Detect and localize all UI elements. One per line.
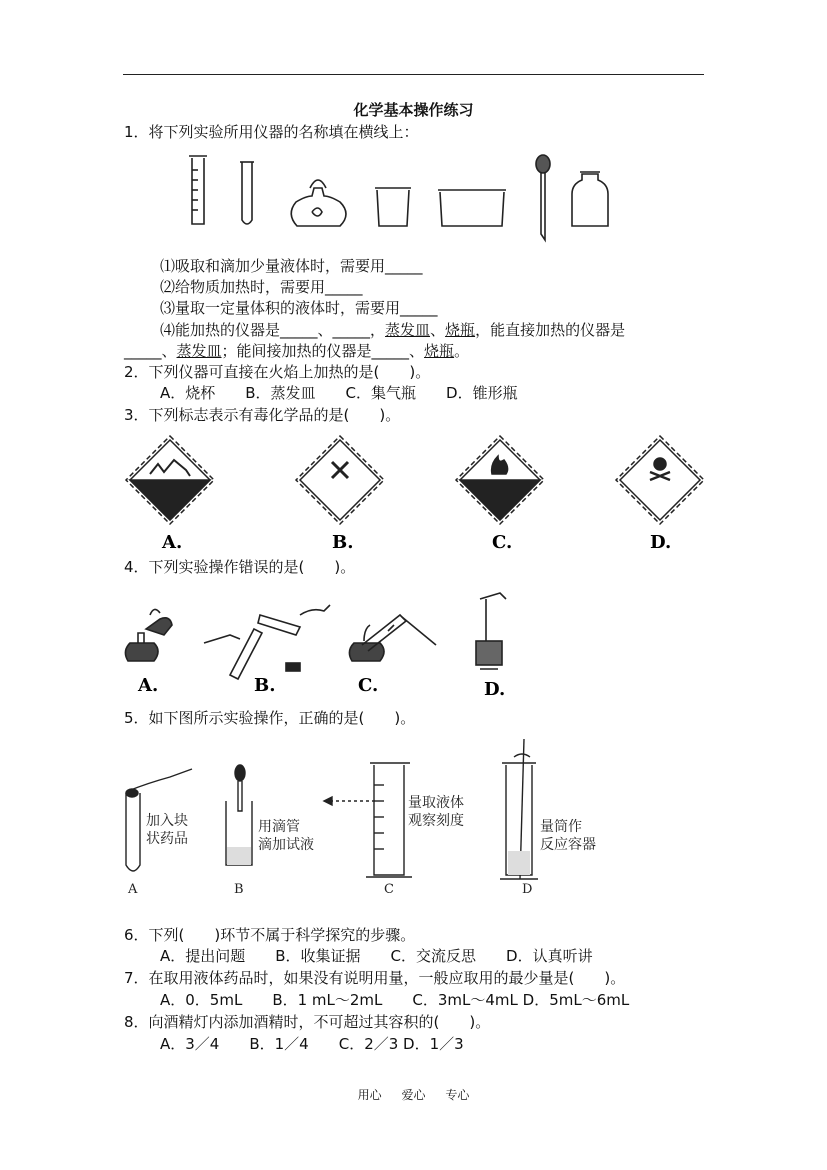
q1-item-a: ⑴吸取和滴加少量液体时，需要用_____ [160, 257, 423, 275]
q2-options: A．烧杯 B．蒸发皿 C．集气瓶 D．锥形瓶 [160, 384, 518, 402]
flammable-sign-icon [456, 436, 544, 524]
q1-item-c: ⑶量取一定量体积的液体时，需要用_____ [160, 299, 438, 317]
footer-item: 用心 [357, 1088, 382, 1102]
q5-caption-d2: 反应容器 [540, 837, 596, 853]
q4-label-b: B. [254, 675, 276, 696]
q1-item-e-u1: 蒸发皿 [176, 342, 222, 360]
q3-label-c: C. [492, 532, 513, 553]
graduated-cylinder-icon [189, 156, 207, 224]
q1-item-d-u2: 烧瓶 [445, 321, 476, 339]
alcohol-lamp-icon [291, 180, 346, 226]
q1-stem: 1．将下列实验所用仪器的名称填在横线上： [124, 123, 419, 141]
q1-item-d-post: ，能直接加热的仪器是 [475, 321, 626, 339]
q5-operations-figure [120, 735, 610, 900]
page-footer [0, 1086, 827, 1103]
q1-item-e-pre: _____、 [124, 342, 177, 360]
q6-options: A．提出问题 B．收集证据 C．交流反思 D．认真听讲 [160, 947, 593, 965]
water-trough-icon [438, 190, 506, 226]
beaker-icon [375, 188, 411, 226]
q5-caption-b1: 用滴管 [258, 819, 300, 835]
q1-item-b: ⑵给物质加热时，需要用_____ [160, 278, 363, 296]
q1-item-e-mid: ；能间接加热的仪器是_____、 [221, 342, 425, 360]
harmful-x-sign-icon [296, 436, 384, 524]
pouring-liquid-icon [204, 605, 330, 679]
q5-label-a: A [128, 882, 138, 897]
test-tube-icon [240, 162, 254, 224]
q1-instruments-figure [180, 150, 620, 245]
q2-stem: 2．下列仪器可直接在火焰上加热的是( )。 [124, 363, 431, 381]
q4-label-c: C. [358, 675, 379, 696]
q5-caption-c2: 观察刻度 [408, 813, 464, 829]
q5-label-d: D [522, 882, 533, 897]
q5-caption-c1: 量取液体 [408, 795, 464, 811]
q1-item-e-u2: 烧瓶 [424, 342, 455, 360]
corrosive-sign-icon [126, 436, 214, 524]
q6-stem: 6．下列( )环节不属于科学探究的步骤。 [124, 926, 416, 944]
q3-label-d: D. [650, 532, 672, 553]
q4-label-d: D. [484, 679, 506, 700]
dropper-icon [536, 155, 550, 240]
q1-item-e-end: 。 [454, 342, 470, 360]
q3-hazard-signs-figure [120, 430, 710, 555]
q1-item-d [160, 320, 625, 340]
q4-stem: 4．下列实验操作错误的是( )。 [124, 558, 356, 576]
q1-item-d-u1: 蒸发皿 [385, 321, 431, 339]
q8-stem: 8．向酒精灯内添加酒精时，不可超过其容积的( )。 [124, 1013, 491, 1031]
page-title: 化学基本操作练习 [353, 101, 474, 119]
dropper-into-tube-icon [226, 765, 252, 865]
footer-item: 爱心 [401, 1088, 426, 1102]
cylinder-reaction-icon [500, 739, 538, 879]
q5-caption-a2: 状药品 [146, 831, 188, 847]
toxic-skull-sign-icon [616, 436, 704, 524]
q1-item-d-sep1: 、 [430, 321, 446, 339]
header-rule [123, 74, 704, 75]
q5-label-c: C [384, 882, 394, 897]
q3-label-a: A. [162, 532, 183, 553]
q5-stem: 5．如下图所示实验操作，正确的是( )。 [124, 709, 416, 727]
lamp-ignition-icon [125, 609, 172, 661]
q1-item-d-pre: ⑷能加热的仪器是_____、_____， [160, 321, 386, 339]
q5-caption-b2: 滴加试液 [258, 837, 314, 853]
q5-caption-d1: 量筒作 [540, 819, 582, 835]
q3-stem: 3．下列标志表示有毒化学品的是( )。 [124, 406, 401, 424]
q3-label-b: B. [332, 532, 354, 553]
cylinder-reading-icon [324, 763, 412, 877]
q5-label-b: B [234, 882, 244, 897]
q8-options: A．3／4 B．1／4 C．2／3 D．1／3 [160, 1035, 464, 1053]
ph-test-icon [476, 593, 506, 669]
q4-label-a: A. [138, 675, 159, 696]
footer-item: 专心 [445, 1088, 470, 1102]
heating-test-tube-icon [349, 615, 436, 661]
q7-options: A．0．5mL B．1 mL～2mL C．3mL～4mL D．5mL～6mL [160, 991, 630, 1009]
reagent-bottle-icon [572, 172, 608, 226]
q5-caption-a1: 加入块 [146, 813, 188, 829]
q1-item-e [124, 341, 469, 361]
q7-stem: 7．在取用液体药品时，如果没有说明用量，一般应取用的最少量是( )。 [124, 969, 626, 987]
q4-operations-figure [120, 585, 540, 700]
